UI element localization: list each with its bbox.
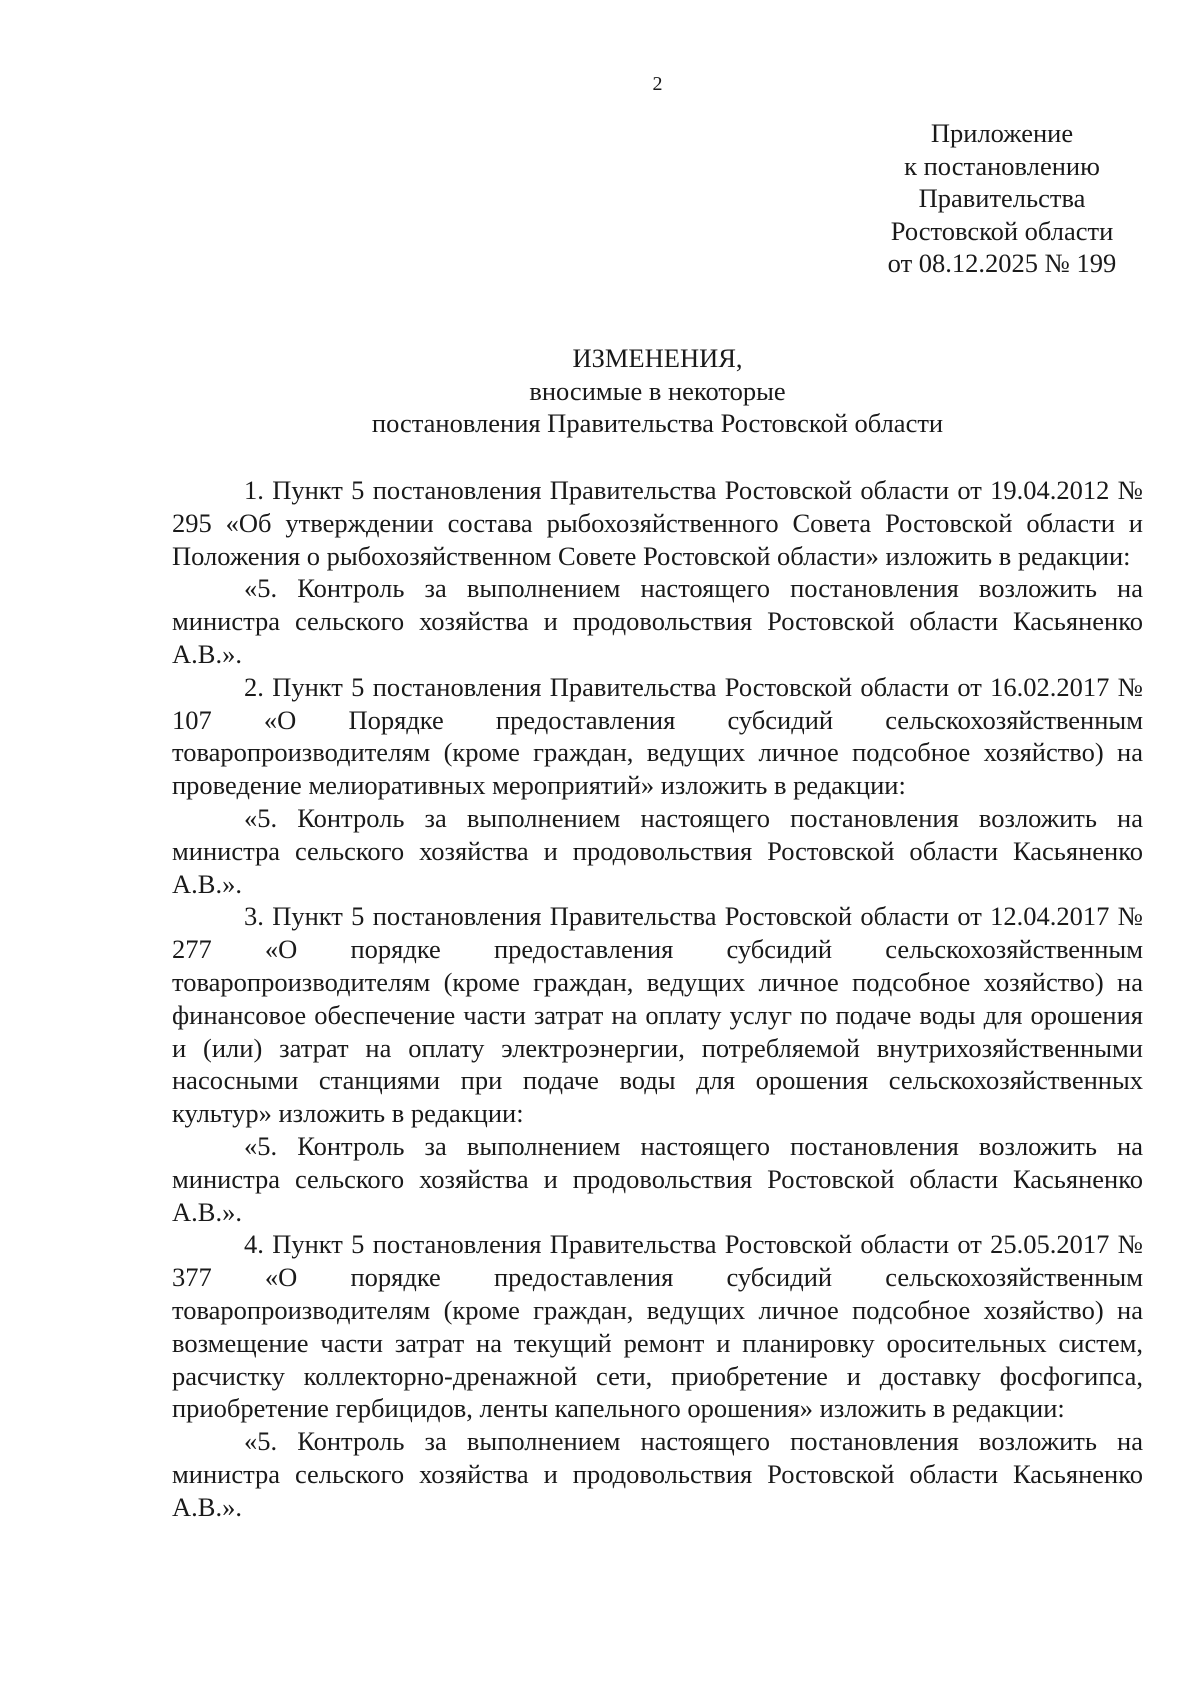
page-number: 2 bbox=[652, 73, 663, 95]
title-subtitle-line: постановления Правительства Ростовской области bbox=[371, 408, 944, 438]
appendix-line: к постановлению bbox=[904, 150, 1100, 181]
appendix-line: Приложение bbox=[930, 118, 1074, 148]
paragraph-quote: «5. Контроль за выполнением настоящего постановления возложить на министра сельского хозяйства и продовольствия Ростовской области Касьяненко А.В.». bbox=[172, 802, 1143, 899]
appendix-line: от 08.12.2025 № 199 bbox=[887, 248, 1117, 278]
paragraph-item-3: 3. Пункт 5 постановления Правительства Ростовской области от 12.04.2017 № 277 «О порядке предоставления субсидий сельскохозяйственным товаропроизводителям (кроме граждан, ведущих личное подсобное хозяйство) на финансовое обеспечение части затрат на оплату услуг по подаче воды для орошения и (или) затрат на оплату электроэнергии, потребляемой внутрихозяйственными насосными станциями при подаче воды для орошения сельскохозяйственных культур» изложить в редакции: bbox=[172, 901, 1143, 1129]
title-subtitle-line: вносимые в некоторые bbox=[529, 375, 786, 406]
document-title bbox=[172, 342, 1143, 440]
paragraph-item-2: 2. Пункт 5 постановления Правительства Ростовской области от 16.02.2017 № 107 «О Порядке предоставления субсидий сельскохозяйственным товаропроизводителям (кроме граждан, ведущих личное подсобное хозяйство) на проведение мелиоративных мероприятий» изложить в редакции: bbox=[172, 671, 1143, 801]
paragraph-item-4: 4. Пункт 5 постановления Правительства Ростовской области от 25.05.2017 № 377 «О порядке предоставления субсидий сельскохозяйственным товаропроизводителям (кроме граждан, ведущих личное подсобное хозяйство) на возмещение части затрат на текущий ремонт и планировку оросительных систем, расчистку коллекторно-дренажной сети, приобретение и доставку фосфогипса, приобретение гербицидов, ленты капельного орошения» изложить в редакции: bbox=[172, 1229, 1143, 1424]
paragraph-quote: «5. Контроль за выполнением настоящего постановления возложить на министра сельского хозяйства и продовольствия Ростовской области Касьяненко А.В.». bbox=[172, 1130, 1143, 1227]
appendix-line: Ростовской области bbox=[890, 215, 1114, 246]
appendix-line: Правительства bbox=[918, 183, 1086, 213]
paragraph-item-1: 1. Пункт 5 постановления Правительства Ростовской области от 19.04.2012 № 295 «Об утверждении состава рыбохозяйственного Совета Ростовской области и Положения о рыбохозяйственном Совете Ростовской области» изложить в редакции: bbox=[172, 475, 1143, 571]
title-heading: ИЗМЕНЕНИЯ, bbox=[572, 343, 743, 373]
paragraph-quote: «5. Контроль за выполнением настоящего постановления возложить на министра сельского хозяйства и продовольствия Ростовской области Касьяненко А.В.». bbox=[172, 573, 1143, 669]
document-body bbox=[172, 474, 1143, 1524]
paragraph-quote: «5. Контроль за выполнением настоящего постановления возложить на министра сельского хозяйства и продовольствия Ростовской области Касьяненко А.В.». bbox=[172, 1426, 1143, 1522]
appendix-header bbox=[832, 117, 1172, 280]
